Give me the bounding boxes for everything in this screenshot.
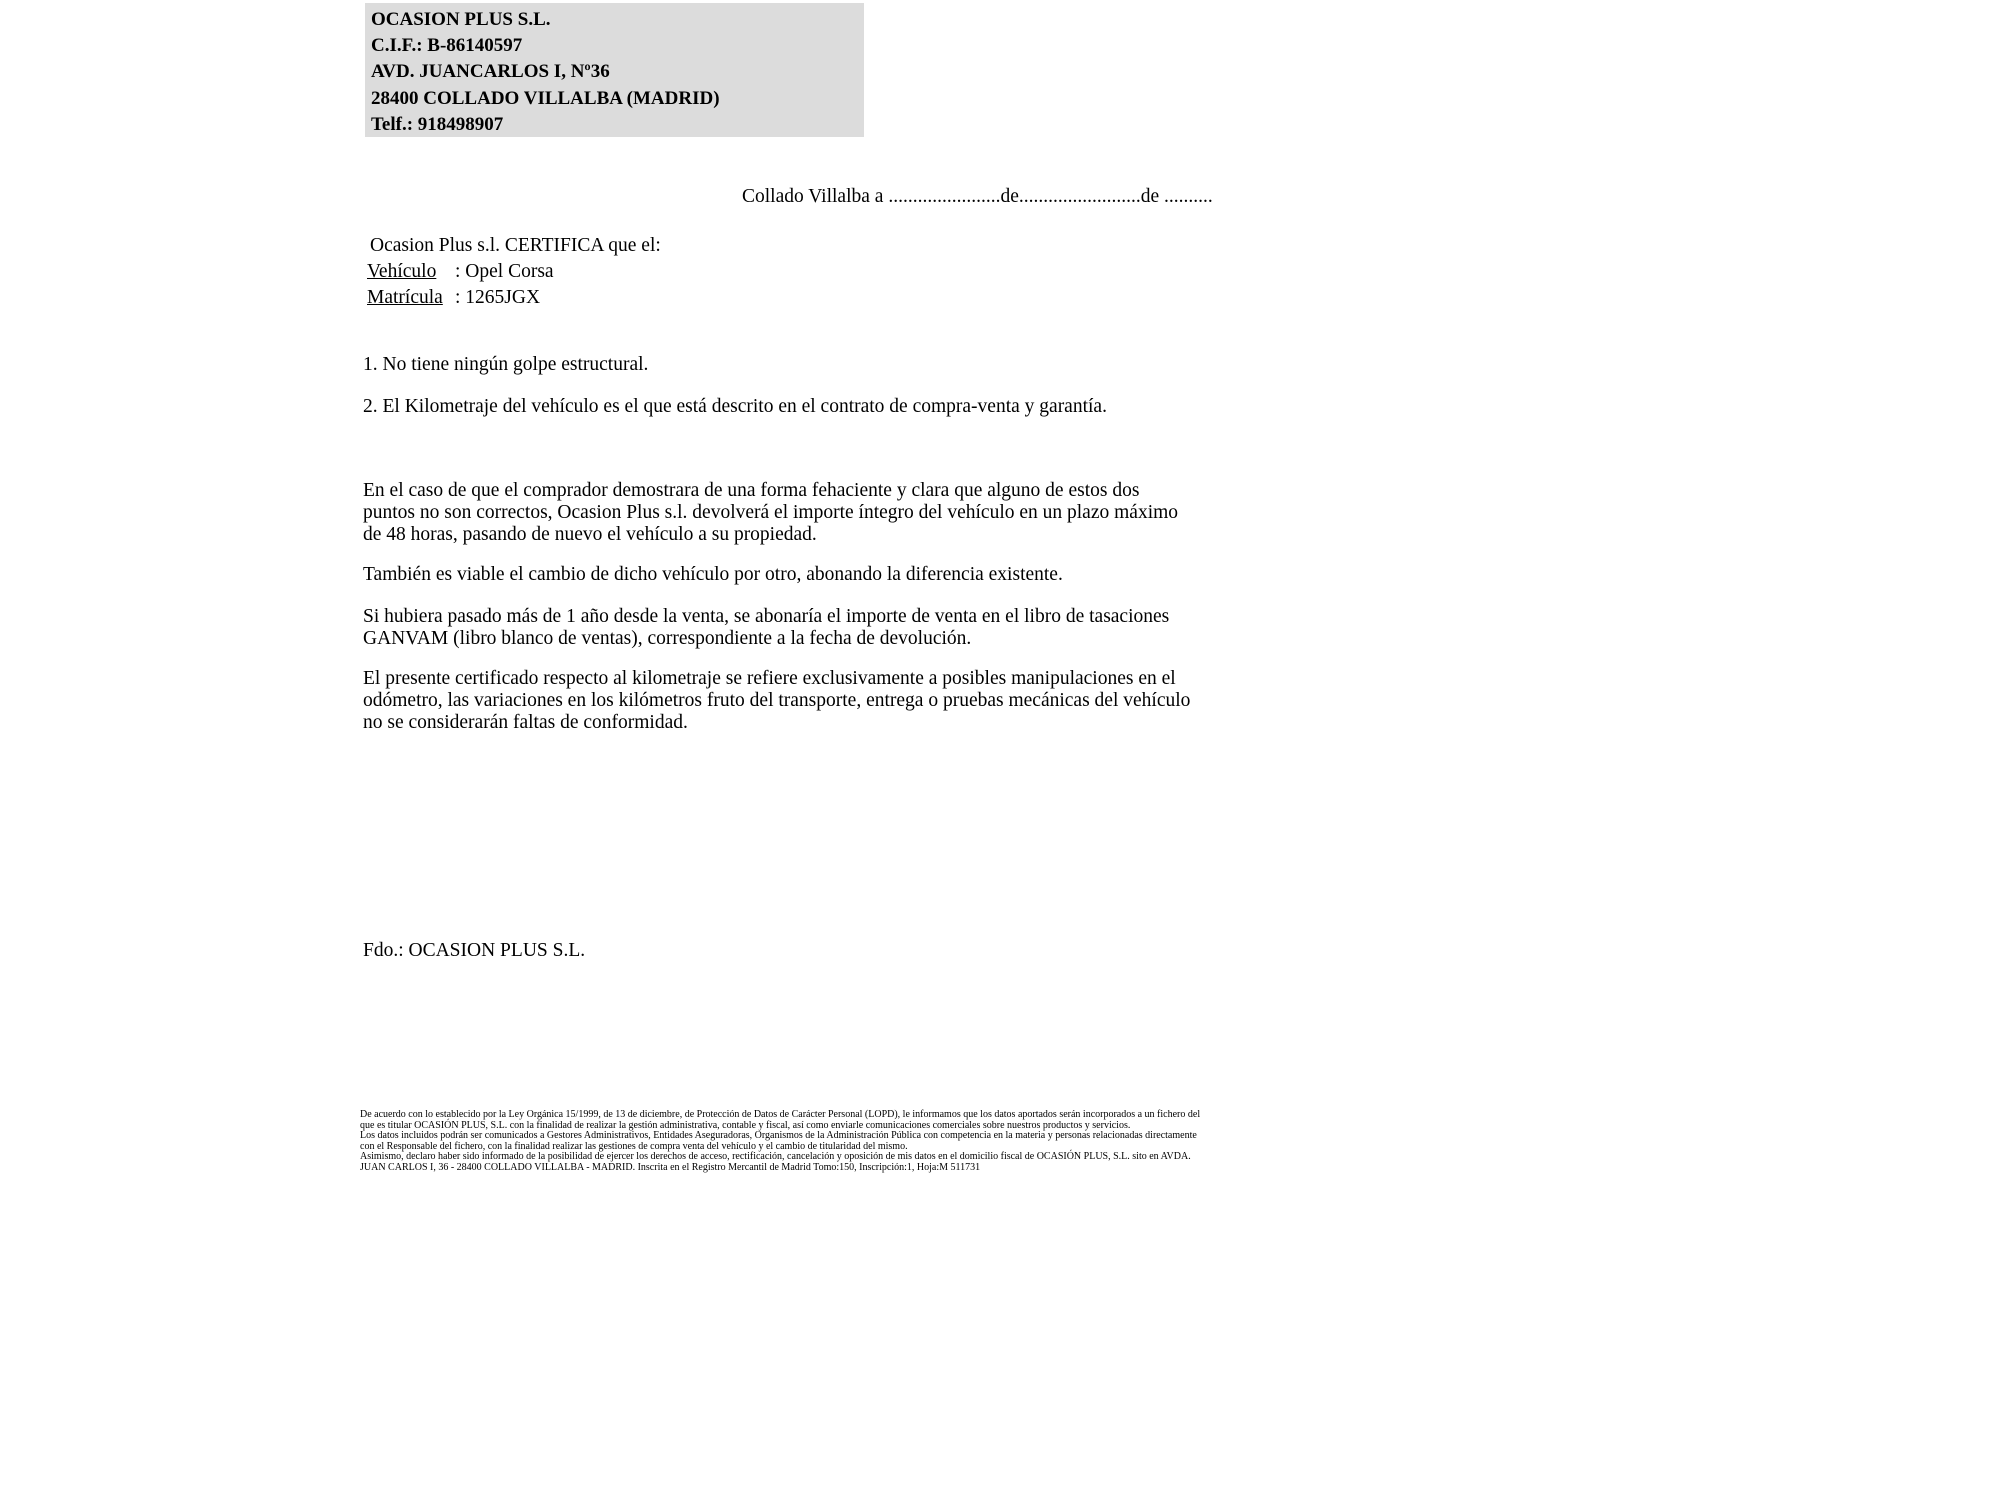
company-header-box: [365, 3, 864, 137]
company-cif: C.I.F.: B-86140597: [371, 35, 523, 57]
date-line: Collado Villalba a .......................de.........................de ..........: [742, 186, 1213, 207]
paragraph-refund: En el caso de que el comprador demostrara de una forma fehaciente y clara que alguno de estos dos puntos no son correctos, Ocasion Plus s.l. devolverá el importe íntegro del vehículo en un plazo máximo de 48 horas, pasando de nuevo el vehículo a su propiedad.: [363, 480, 1179, 545]
paragraph-ganvam: Si hubiera pasado más de 1 año desde la venta, se abonaría el importe de venta en el libro de tasaciones GANVAM (libro blanco de ventas), correspondiente a la fecha de devolución.: [363, 606, 1170, 649]
point-mileage: 2. El Kilometraje del vehículo es el que está descrito en el contrato de compra-venta y garantía.: [363, 396, 1107, 417]
plate-colon: :: [455, 287, 466, 308]
legal-paragraph-sharing: Los datos incluidos podrán ser comunicados a Gestores Administrativos, Entidades Aseguradoras, Organismos de la Administración Pública con competencia en la materia y personas relacionadas directamente con el Responsable del fichero, con la finalidad realizar las gestiones de compra venta del vehículo y el cambio de titularidad del mismo.: [360, 1130, 1197, 1152]
paragraph-odometer: El presente certificado respecto al kilometraje se refiere exclusivamente a posibles manipulaciones en el odómetro, las variaciones en los kilómetros fruto del transporte, entrega o pruebas mecánicas del vehículo no se considerarán faltas de conformidad.: [363, 668, 1191, 733]
certification-intro: Ocasion Plus s.l. CERTIFICA que el:: [370, 235, 661, 256]
vehicle-value: Opel Corsa: [465, 261, 554, 282]
plate-label: Matrícula: [367, 287, 443, 308]
legal-footer: [360, 1110, 1205, 1174]
paragraph-exchange: También es viable el cambio de dicho vehículo por otro, abonando la diferencia existente.: [363, 564, 1063, 585]
legal-paragraph-rights: Asimismo, declaro haber sido informado de la posibilidad de ejercer los derechos de acceso, rectificación, cancelación y oposición de mis datos en el domicilio fiscal de OCASIÓN PLUS, S.L. sito en AVDA. JUAN CARLOS I, 36 - 28400 COLLADO VILLALBA - MADRID. Inscrita en el Registro Mercantil de Madrid Tomo:150, Inscripción:1, Hoja:M 511731: [360, 1151, 1191, 1173]
company-phone: Telf.: 918498907: [371, 113, 504, 135]
vehicle-colon: :: [455, 261, 466, 282]
legal-paragraph-lopd: De acuerdo con lo establecido por la Ley Orgánica 15/1999, de 13 de diciembre, de Protección de Datos de Carácter Personal (LOPD), le informamos que los datos aportados serán incorporados a un fichero del que es titular OCASIÓN PLUS, S.L. con la finalidad de realizar la gestión administrativa, contable y fiscal, así como enviarle comunicaciones comerciales sobre nuestros productos y servicios.: [360, 1109, 1201, 1131]
company-address: AVD. JUANCARLOS I, Nº36: [371, 61, 610, 83]
signature-line: Fdo.: OCASION PLUS S.L.: [363, 940, 586, 961]
plate-label-wrap: [367, 287, 455, 309]
vehicle-line: [367, 261, 554, 283]
plate-value: 1265JGX: [465, 287, 541, 308]
plate-line: [367, 287, 540, 309]
vehicle-label: Vehículo: [367, 261, 437, 282]
company-city: 28400 COLLADO VILLALBA (MADRID): [371, 87, 720, 109]
company-name: OCASION PLUS S.L.: [371, 9, 551, 30]
vehicle-label-wrap: [367, 261, 455, 283]
point-structural: 1. No tiene ningún golpe estructural.: [363, 354, 649, 375]
